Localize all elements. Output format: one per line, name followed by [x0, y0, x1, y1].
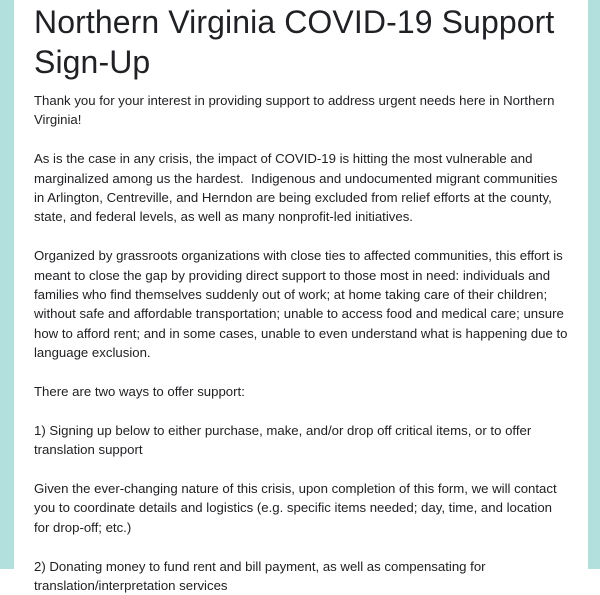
description-paragraph-option-1: 1) Signing up below to either purchase, make, and/or drop off critical items, or to offer translation support [34, 422, 535, 458]
description-paragraph-crisis: As is the case in any crisis, the impact of COVID-19 is hitting the most vulnerable and marginalized among us the hardest. Indigenous and undocumented migrant communities in Arlington, Centreville, and Herndon are being excluded from relief efforts at the county, state, and federal levels, as well as many nonprofit-led initiatives. [34, 151, 562, 225]
description-paragraph-intro: Thank you for your interest in providing support to address urgent needs here in Northern Virginia! [34, 93, 559, 128]
description-paragraph-option-2: 2) Donating money to fund rent and bill payment, as well as compensating for translation/interpretation services [34, 558, 490, 594]
description-paragraph-logistics: Given the ever-changing nature of this crisis, upon completion of this form, we will contact you to coordinate details and logistics (e.g. specific items needed; day, time, and location for drop-off; etc.) [34, 481, 561, 535]
form-header-card [14, 0, 588, 594]
form-title: Northern Virginia COVID-19 Support Sign-Up [34, 4, 555, 80]
page-background-left [0, 0, 14, 569]
page-background-right [588, 0, 600, 569]
description-paragraph-organized: Organized by grassroots organizations with close ties to affected communities, this effort is meant to close the gap by providing direct support to those most in need: individuals and families who find themselves suddenly out of work; at home taking care of their children; without safe and affordable transportation; unable to access food and medical care; unsure how to afford rent; and in some cases, unable to even understand what is happening due to language exclusion. [34, 248, 572, 361]
form-description [34, 91, 570, 595]
description-paragraph-ways: There are two ways to offer support: [34, 384, 245, 400]
